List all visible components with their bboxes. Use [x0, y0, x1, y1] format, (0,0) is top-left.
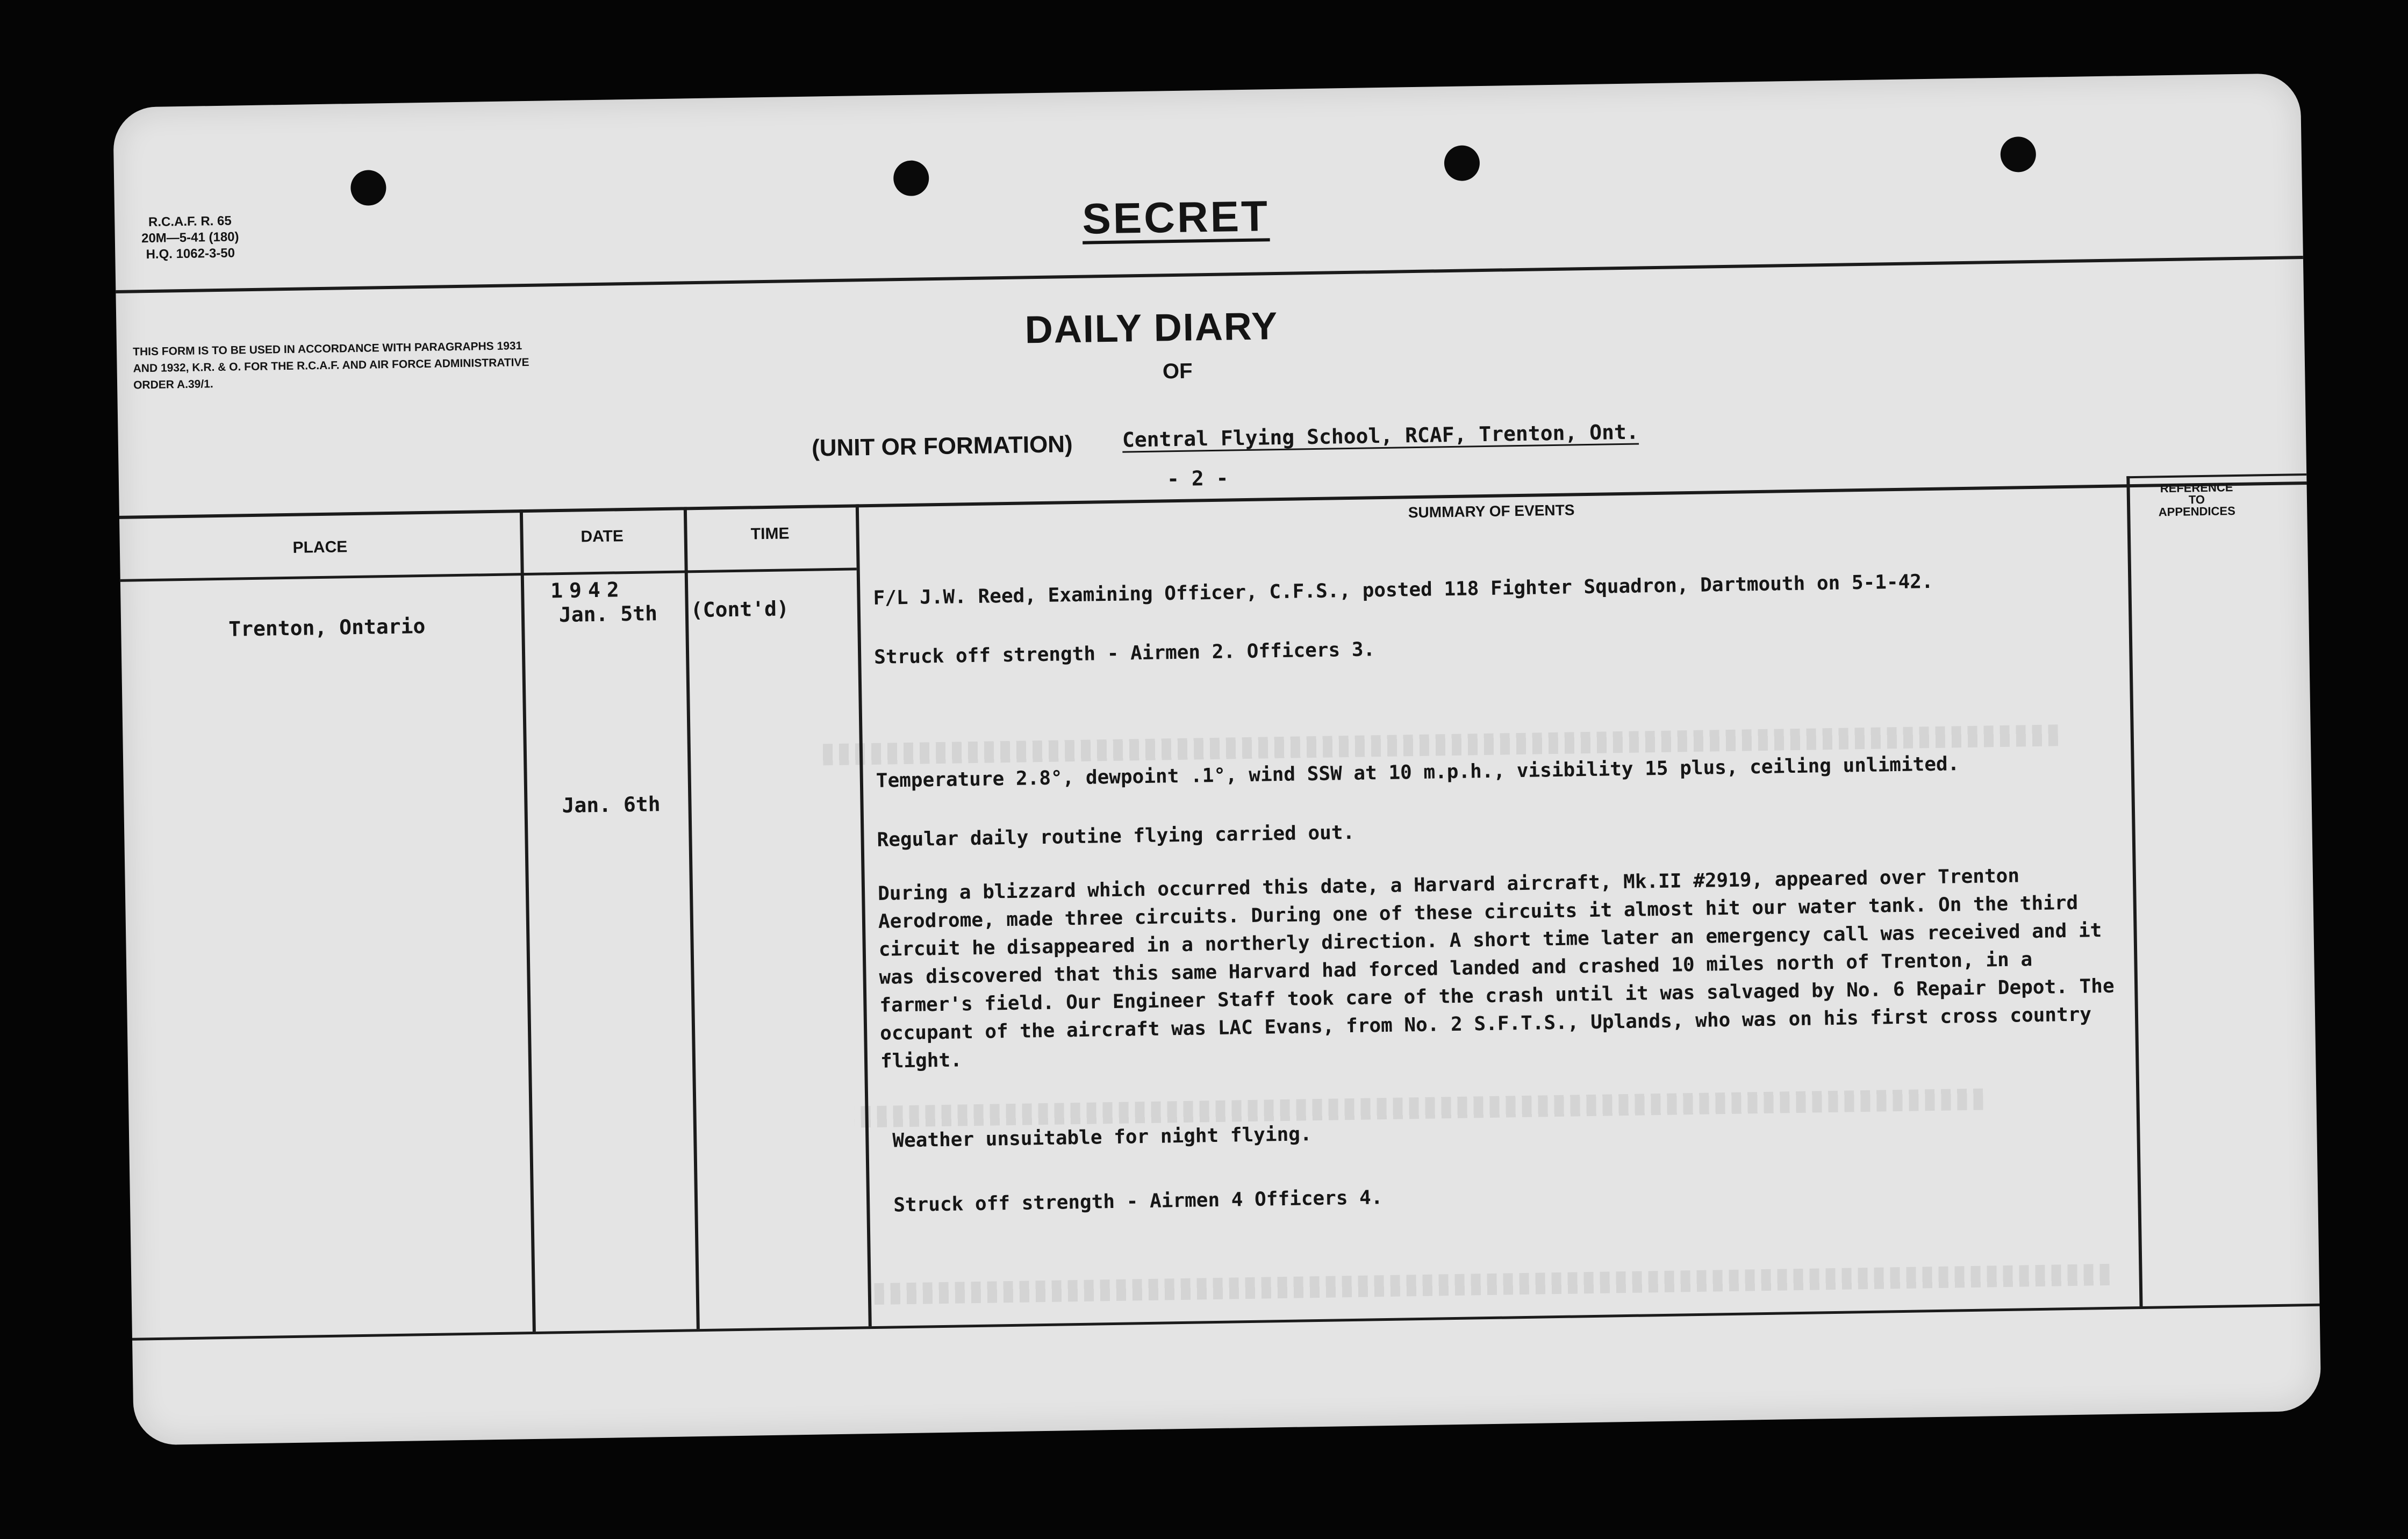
event-entry: Struck off strength - Airmen 2. Officers 3. [873, 638, 1375, 668]
unit-value: Central Flying School, RCAF, Trenton, Ont. [1122, 420, 1639, 452]
classification-heading: SECRET [1081, 192, 1270, 243]
table-bottom-border [132, 1304, 2320, 1341]
event-entry: Struck off strength - Airmen 4 Officers 4. [893, 1186, 1383, 1217]
punch-hole [893, 160, 929, 196]
event-entry: Weather unsuitable for night flying. [892, 1123, 1312, 1152]
form-reference: R.C.A.F. R. 65 20M—5-41 (180) H.Q. 1062-3-50 [141, 213, 239, 262]
punch-hole [350, 170, 386, 206]
table-top-border [2126, 473, 2306, 478]
column-header-summary: SUMMARY OF EVENTS [1408, 501, 1575, 521]
column-divider [856, 504, 872, 1326]
page-number: - 2 - [1166, 466, 1229, 491]
column-divider [520, 509, 536, 1332]
form-title: DAILY DIARY [1024, 305, 1279, 352]
entry-year: 1942 [550, 578, 626, 603]
unit-label: (UNIT OR FORMATION) [811, 431, 1073, 462]
bleed-through [873, 1264, 2110, 1305]
table-header-divider [120, 567, 857, 582]
punch-hole [1444, 145, 1480, 181]
column-divider [684, 507, 700, 1329]
form-title-of: OF [1162, 359, 1193, 384]
event-entry: F/L J.W. Reed, Examining Officer, C.F.S., posted 118 Fighter Squadron, Dartmouth on 5-1-42. [873, 570, 1933, 609]
divider [116, 256, 2303, 293]
column-header-reference: REFERENCE TO APPENDICES [2158, 480, 2235, 519]
event-entry: Temperature 2.8°, dewpoint .1°, wind SSW at 10 m.p.h., visibility 15 plus, ceiling unlimited. [876, 753, 1960, 792]
entry-time: (Cont'd) [690, 596, 790, 622]
column-header-time: TIME [750, 524, 790, 543]
column-header-place: PLACE [292, 538, 348, 557]
diary-card [113, 73, 2321, 1445]
entry-place: Trenton, Ontario [228, 614, 426, 641]
form-instructions: THIS FORM IS TO BE USED IN ACCORDANCE WITH PARAGRAPHS 1931 AND 1932, K.R. & O. FOR THE R.C.A.F. AND AIR FORCE ADMINISTRATIVE ORDER A.39/1. [132, 340, 529, 392]
event-entry: During a blizzard which occurred this date, a Harvard aircraft, Mk.II #2919, appeared over Trenton Aerodrome, made three circuits. During one of these circuits it almost hit our water tank. On the third circuit he disappeared in a northerly direction. A short time later an emergency call was received and it was discovered that this same Harvard had forced landed and crashed 10 miles north of Trenton, in a farmer's field. Our Engineer Staff took care of the crash until it was salvaged by No. 6 Repair Depot. The occupant of the aircraft was LAC Evans, from No. 2 S.F.T.S., Uplands, who was on his first cross country flight. [877, 865, 2115, 1073]
event-entry: Regular daily routine flying carried out. [877, 821, 1355, 851]
punch-hole [2000, 136, 2036, 172]
column-divider [2126, 476, 2142, 1306]
entry-date: Jan. 6th [562, 792, 661, 818]
column-header-date: DATE [580, 527, 624, 546]
entry-date: Jan. 5th [558, 601, 658, 627]
